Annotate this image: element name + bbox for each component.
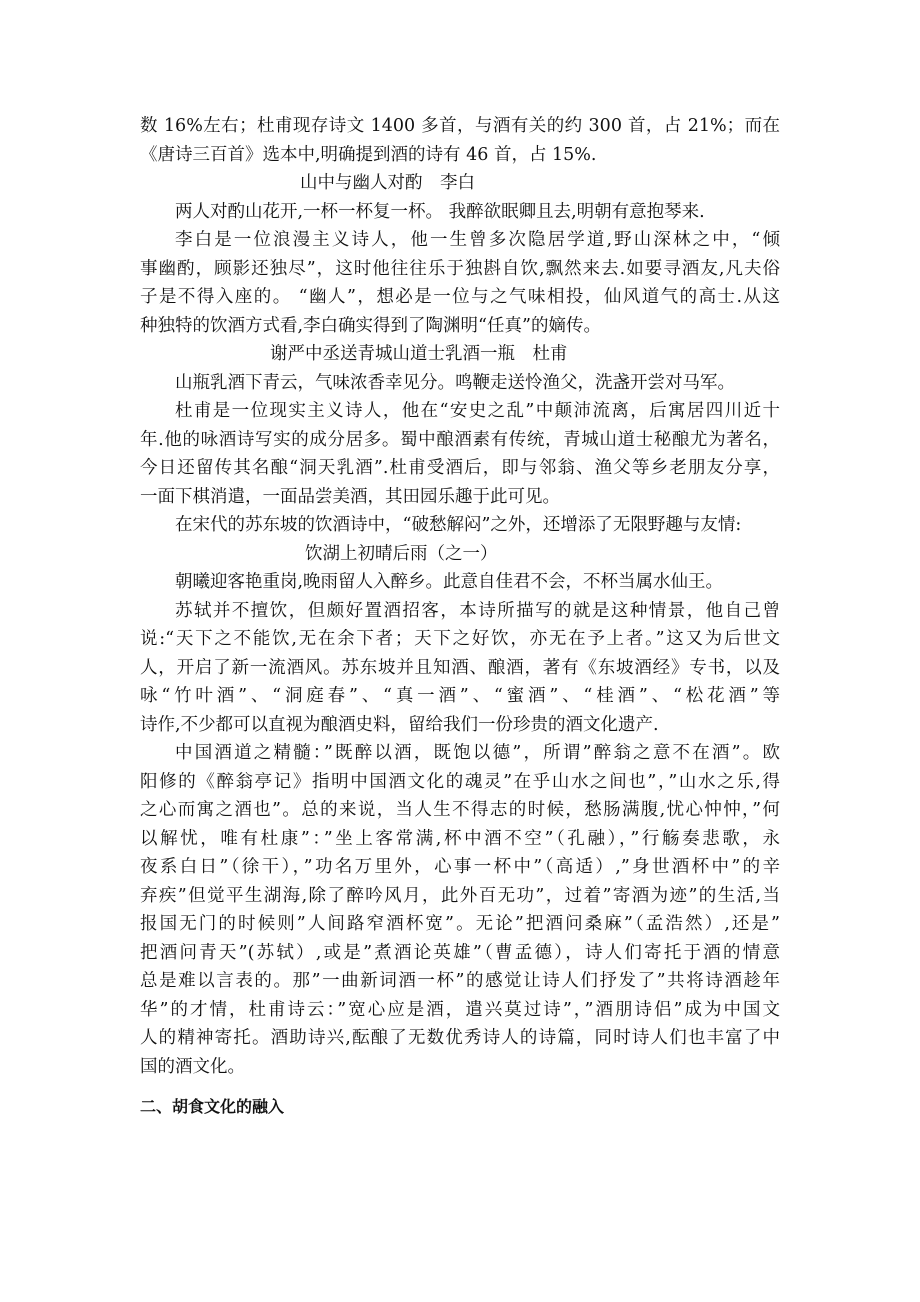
document-body: [140, 112, 780, 1081]
text-line: 诗作,不少都可以直视为酿酒史料，留给我们一份珍贵的酒文化遗产.: [140, 714, 659, 735]
text-line: 两人对酌山花开,一杯一杯复一杯。 我醉欲眠卿且去,明朝有意抱琴来.: [175, 201, 705, 222]
text-line: 总是难以言表的。那”一曲新词酒一杯”的感觉让诗人们抒发了”共将诗酒趁年: [140, 971, 780, 991]
text-line: 山中与幽人对酌 李白: [300, 173, 475, 193]
text-line: 一面下棋消遣，一面品尝美酒，其田园乐趣于此可见。: [140, 486, 560, 507]
text-line: 苏轼并不擅饮，但颇好置酒招客，本诗所描写的就是这种情景，他自己曾: [175, 600, 780, 621]
document-page: [140, 112, 780, 1122]
text-line: 咏“竹叶酒”、“洞庭春”、“真一酒”、“蜜酒”、“桂酒”、“松花酒”等: [140, 686, 780, 706]
text-line: 山瓶乳酒下青云，气味浓香幸见分。鸣鞭走送怜渔父，洗盏开尝对马军。: [175, 372, 735, 393]
text-line: 弃疾”但觉平生湖海,除了醉吟风月，此外百无功”，过着”寄酒为迹”的生活,当: [140, 885, 780, 906]
text-line: 华”的才情，杜甫诗云：”宽心应是酒，遣兴莫过诗”，”酒朋诗侣”成为中国文: [140, 999, 780, 1020]
section-heading: 二、胡食文化的融入: [140, 1097, 285, 1116]
text-line: 种独特的饮酒方式看,李白确实得到了陶渊明“任真”的嫡传。: [140, 315, 601, 336]
text-line: 饮湖上初晴后雨（之一）: [305, 543, 498, 564]
text-line: 中国酒道之精髓：”既醉以酒，既饱以德”，所谓”醉翁之意不在酒”。欧: [175, 743, 780, 763]
text-line: 人的精神寄托。酒助诗兴,酝酿了无数优秀诗人的诗篇，同时诗人们也丰富了中: [140, 1028, 780, 1048]
text-line: 杜甫是一位现实主义诗人，他在“安史之乱”中颠沛流离，后寓居四川近十: [175, 401, 780, 421]
text-line: 说:“天下之不能饮,无在余下者；天下之好饮，亦无在予上者。”这又为后世文: [140, 629, 780, 649]
text-line: 朝曦迎客艳重岗,晚雨留人入醉乡。此意自佳君不会，不杯当属水仙王。: [175, 572, 724, 592]
text-line: 报国无门的时候则”人间路窄酒杯宽”。无论”把酒问桑麻”（孟浩然）,还是”: [140, 914, 780, 934]
text-line: 事幽酌，顾影还独尽”，这时他往往乐于独斟自饮,飘然来去.如要寻酒友,凡夫俗: [140, 258, 780, 279]
text-line: 阳修的《醉翁亭记》指明中国酒文化的魂灵”在乎山水之间也”，”山水之乐,得: [140, 771, 780, 792]
text-line: 年.他的咏酒诗写实的成分居多。蜀中酿酒素有传统，青城山道士秘酿尤为著名，: [140, 429, 780, 450]
text-line: 之心而寓之酒也”。总的来说，当人生不得志的时候，愁肠满腹,忧心忡忡，”何: [140, 800, 780, 820]
text-line: 以解忧，唯有杜康”：”坐上客常满,杯中酒不空”（孔融），”行觞奏悲歌，永: [140, 828, 780, 849]
text-line: 今日还留传其名酿“洞天乳酒”.杜甫受酒后，即与邻翁、渔父等乡老朋友分享，: [140, 458, 780, 478]
text-line: 李白是一位浪漫主义诗人，他一生曾多次隐居学道,野山深林之中，“倾: [175, 230, 780, 250]
text-line: 在宋代的苏东坡的饮酒诗中，“破愁解闷”之外，还增添了无限野趣与友情:: [175, 515, 742, 535]
text-line: 数 16%左右；杜甫现存诗文 1400 多首，与酒有关的约 300 首，占 21%；而在: [140, 116, 780, 136]
text-line: 夜系白日”（徐干），”功名万里外，心事一杯中”（高适）,”身世酒杯中”的辛: [140, 857, 780, 877]
text-line: 子是不得入座的。 “幽人”，想必是一位与之气味相投，仙风道气的高士.从这: [140, 287, 780, 307]
text-line: 《唐诗三百首》选本中,明确提到酒的诗有 46 首，占 15%.: [140, 144, 597, 165]
text-line: 把酒问青天”(苏轼）,或是”煮酒论英雄”（曹孟德），诗人们寄托于酒的情意: [140, 942, 780, 963]
text-line: 谢严中丞送青城山道士乳酒一瓶 杜甫: [270, 344, 568, 364]
text-line: 国的酒文化。: [140, 1056, 245, 1077]
text-line: 人，开启了新一流酒风。苏东坡并且知酒、酿酒，著有《东坡酒经》专书，以及: [140, 657, 780, 678]
